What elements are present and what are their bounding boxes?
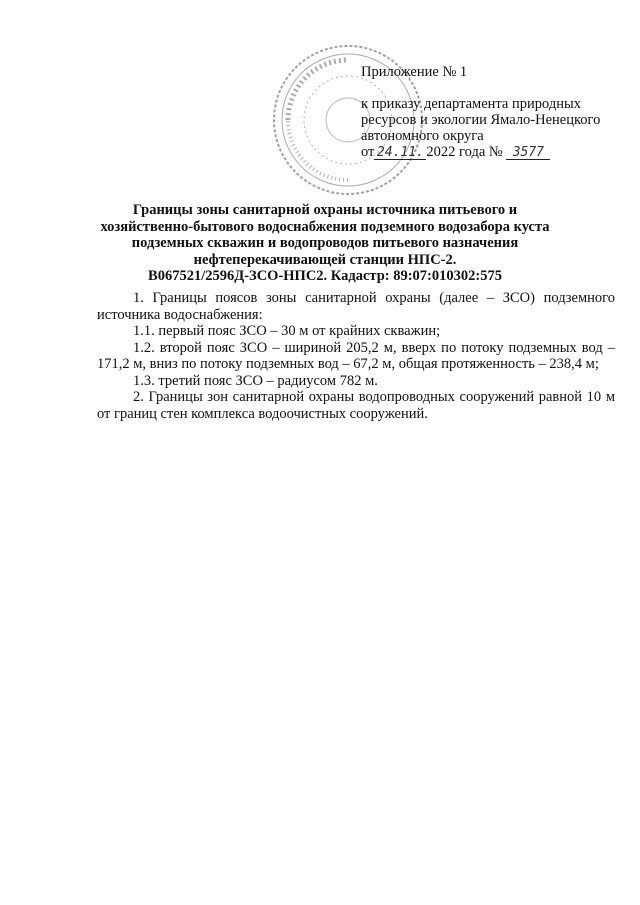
document-title [100,202,550,285]
handwritten-order-number: 3577 [506,146,550,160]
date-suffix: 2022 года № [426,144,503,160]
appendix-line-2: ресурсов и экологии Ямало-Ненецкого [361,112,601,128]
paragraph-1-3: 1.3. третий пояс ЗСО – радиусом 782 м. [133,372,378,389]
appendix-title: Приложение № 1 [361,64,468,80]
date-prefix: от [361,144,375,160]
paragraph-1-2: 1.2. второй пояс ЗСО – шириной 205,2 м, вверх по потоку подземных вод – 171,2 м, вниз по потоку подземных вод – 67,2 м, общая протяженность – 238,4 м; [97,339,615,372]
document-body [97,290,615,422]
title-line-3: подземных скважин и водопроводов питьевого назначения [131,235,519,251]
appendix-date-line [361,144,621,160]
handwritten-date: 24.11. [374,146,426,160]
paragraph-2: 2. Границы зон санитарной охраны водопроводных сооружений равной 10 м от границ стен комплекса водоочистных сооружений. [97,389,615,422]
appendix-block [361,64,621,160]
paragraph-1-1: 1.1. первый пояс ЗСО – 30 м от крайних скважин; [133,323,441,339]
appendix-line-3: автономного округа [361,128,484,144]
title-line-5: В067521/2596Д-ЗСО-НПС2. Кадастр: 89:07:010302:575 [148,268,502,284]
title-line-2: хозяйственно-бытового водоснабжения подземного водозабора куста [100,218,550,235]
appendix-line-1: к приказу департамента природных [361,96,581,112]
title-line-4: нефтеперекачивающей станции НПС-2. [193,251,457,268]
paragraph-1: 1. Границы поясов зоны санитарной охраны (далее – ЗСО) подземного источника водоснабжения: [97,290,615,323]
title-line-1: Границы зоны санитарной охраны источника питьевого и [132,202,518,218]
